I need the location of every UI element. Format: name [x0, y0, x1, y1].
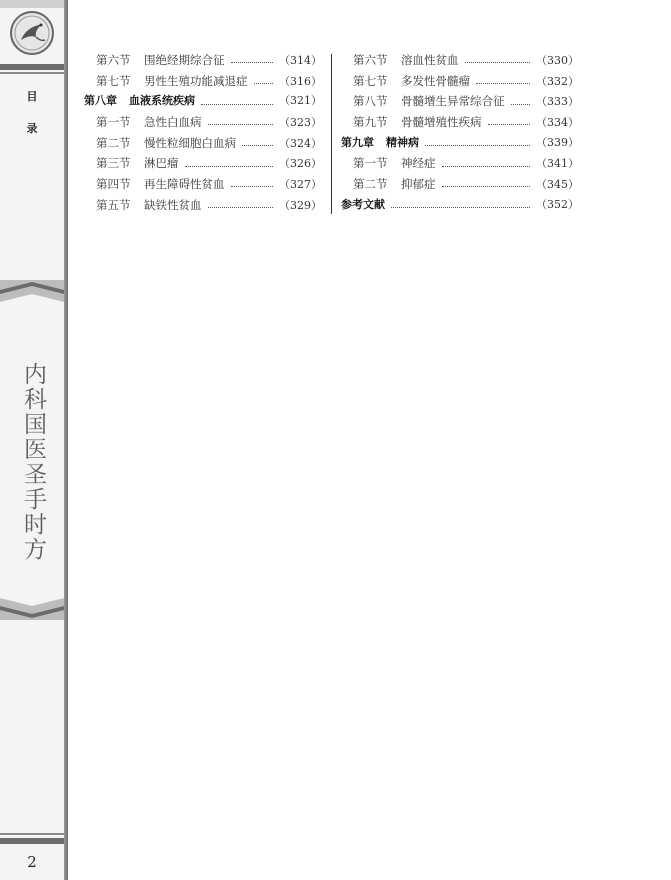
toc-entry[interactable] — [96, 50, 322, 71]
dot-leader — [242, 144, 273, 146]
toc-chapter-entry[interactable] — [84, 91, 322, 112]
page-reference: （326） — [279, 157, 322, 171]
page-reference: （333） — [536, 95, 579, 109]
toc-column-left — [84, 50, 322, 216]
dot-leader — [476, 82, 530, 84]
section-title: 慢性粒细胞白血病 — [144, 135, 236, 150]
page-reference: （321） — [279, 94, 322, 108]
toc-entry[interactable] — [353, 174, 579, 195]
toc-entry[interactable] — [96, 174, 322, 195]
section-title: 淋巴瘤 — [144, 156, 179, 171]
section-title: 抑郁症 — [401, 177, 436, 192]
dot-leader — [185, 165, 274, 167]
toc-entry[interactable] — [96, 71, 322, 92]
page-reference: （327） — [279, 178, 322, 192]
section-title: 缺铁性贫血 — [144, 197, 202, 212]
book-title: 内科国医圣手时方 — [20, 362, 46, 562]
toc-entry[interactable] — [353, 112, 579, 133]
section-number: 第一节 — [353, 156, 388, 171]
dot-leader — [425, 144, 530, 146]
dot-leader — [208, 206, 274, 208]
chapter-title: 精神病 — [386, 135, 419, 149]
dot-leader — [254, 82, 274, 84]
chapter-title: 血液系统疾病 — [129, 94, 195, 108]
section-title: 急性白血病 — [144, 115, 202, 130]
toc-entry[interactable] — [96, 153, 322, 174]
toc-references-entry[interactable] — [341, 195, 579, 216]
spine-top-texture — [0, 0, 64, 8]
section-title: 骨髓增生异常综合征 — [401, 94, 505, 109]
section-title: 再生障碍性贫血 — [144, 177, 225, 192]
toc-label-char: 录 — [26, 122, 38, 135]
page-reference: （314） — [279, 54, 322, 67]
toc-entry[interactable] — [353, 50, 579, 71]
dot-leader — [201, 103, 273, 105]
section-title: 多发性骨髓瘤 — [401, 73, 470, 88]
page-reference: （330） — [536, 54, 579, 67]
dot-leader — [465, 61, 531, 63]
section-number: 第四节 — [96, 177, 131, 192]
toc-column-right — [341, 50, 579, 216]
book-spine — [0, 0, 68, 880]
section-number: 第三节 — [96, 156, 131, 171]
page-reference: （339） — [536, 135, 579, 149]
dot-leader — [208, 123, 274, 125]
page-reference: （316） — [279, 74, 322, 88]
page-number: 2 — [27, 853, 37, 871]
page-reference: （345） — [536, 178, 579, 192]
references-title: 参考文献 — [341, 197, 385, 211]
page-reference: （352） — [536, 197, 579, 211]
spine-edge — [64, 0, 68, 880]
spine-band — [0, 838, 64, 844]
toc-entry[interactable] — [353, 71, 579, 92]
dot-leader — [442, 185, 531, 187]
page-reference: （329） — [279, 198, 322, 212]
page-reference: （332） — [536, 74, 579, 88]
column-divider — [331, 54, 332, 214]
dot-leader — [511, 103, 531, 105]
section-number: 第七节 — [353, 73, 388, 88]
section-number: 第八节 — [353, 94, 388, 109]
dot-leader — [488, 123, 531, 125]
spine-band — [0, 64, 64, 70]
toc-entry[interactable] — [353, 91, 579, 112]
dot-leader — [231, 185, 274, 187]
section-number: 第九节 — [353, 115, 388, 130]
chevron-ornament — [0, 280, 64, 306]
section-title: 溶血性贫血 — [401, 53, 459, 67]
page-reference: （324） — [279, 136, 322, 150]
chapter-number: 第八章 — [84, 94, 117, 108]
dot-leader — [231, 61, 274, 63]
section-number: 第一节 — [96, 115, 131, 130]
section-title: 男性生殖功能减退症 — [144, 73, 248, 88]
section-number: 第二节 — [353, 177, 388, 192]
toc-label-char: 目 — [26, 90, 38, 103]
section-number: 第七节 — [96, 73, 131, 88]
section-title: 神经症 — [401, 156, 436, 171]
section-title: 围绝经期综合征 — [144, 53, 225, 67]
page-reference: （334） — [536, 116, 579, 130]
toc-entry[interactable] — [96, 112, 322, 133]
section-title: 骨髓增殖性疾病 — [401, 115, 482, 130]
page-reference: （323） — [279, 116, 322, 130]
page-reference: （341） — [536, 157, 579, 171]
section-number: 第二节 — [96, 135, 131, 150]
dot-leader — [391, 206, 530, 208]
toc-entry[interactable] — [96, 195, 322, 216]
toc-entry[interactable] — [353, 153, 579, 174]
toc-entry[interactable] — [96, 133, 322, 154]
section-number: 第六节 — [96, 53, 131, 67]
dot-leader — [442, 165, 531, 167]
chapter-number: 第九章 — [341, 135, 374, 149]
chevron-ornament — [0, 594, 64, 620]
crane-emblem-icon — [9, 10, 55, 56]
section-number: 第六节 — [353, 53, 388, 67]
spine-band — [0, 833, 64, 835]
section-number: 第五节 — [96, 197, 131, 212]
toc-chapter-entry[interactable] — [341, 133, 579, 154]
spine-band — [0, 72, 64, 74]
